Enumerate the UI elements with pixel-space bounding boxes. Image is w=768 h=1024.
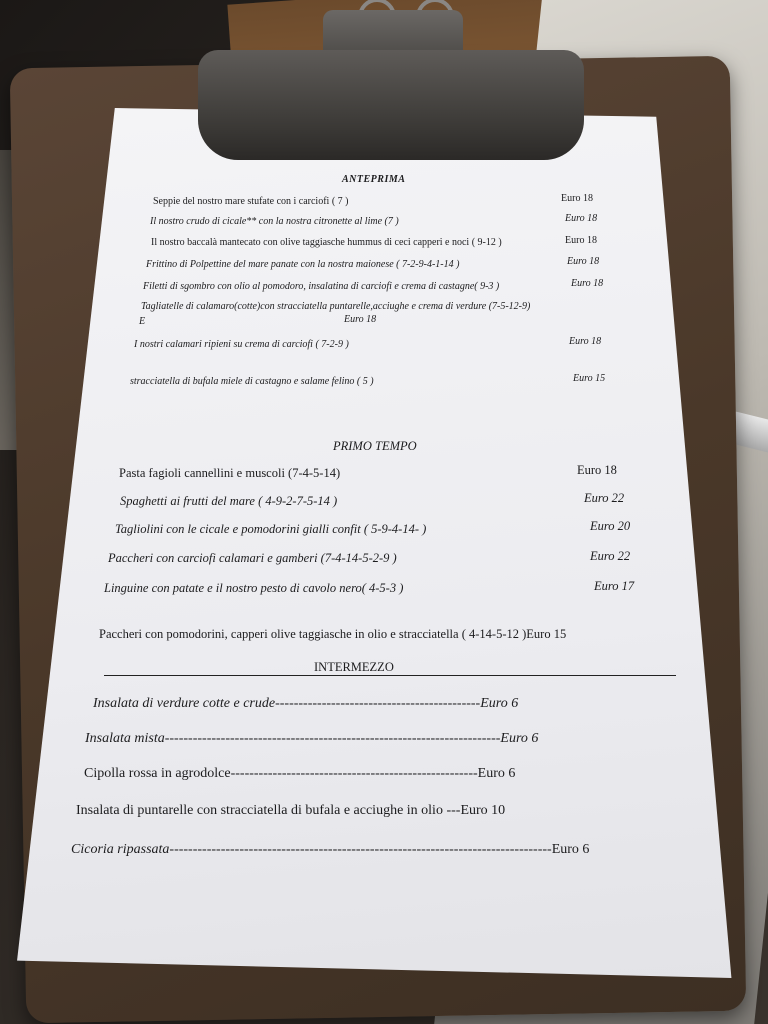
menu-item-price: Euro 18 bbox=[565, 235, 597, 246]
menu-item-row bbox=[85, 731, 538, 747]
menu-item-row bbox=[71, 842, 589, 858]
menu-item-leader: ---------------------------------------------------------------------------------- bbox=[169, 842, 552, 857]
menu-item-price: Euro 18 bbox=[344, 314, 377, 325]
menu-item-price: Euro 18 bbox=[561, 193, 593, 204]
menu-item-name: Insalata di puntarelle con stracciatella di bufala e acciughe in olio --- bbox=[76, 803, 461, 818]
menu-item-name: Linguine con patate e il nostro pesto di cavolo nero( 4-5-3 ) bbox=[104, 581, 404, 595]
menu-item-price: Euro 6 bbox=[477, 766, 516, 781]
menu-item-price: Euro 18 bbox=[565, 213, 598, 224]
menu-item-name: Paccheri con pomodorini, capperi olive taggiasche in olio e stracciatella ( 4-14-5-12 )Euro 15 bbox=[99, 627, 567, 641]
menu-item-leader: -------------------------------------------- bbox=[275, 696, 481, 711]
menu-item-name: Cicoria ripassata bbox=[71, 842, 170, 857]
menu-item-price: Euro 6 bbox=[500, 731, 539, 746]
menu-item-price: Euro 18 bbox=[569, 336, 602, 347]
menu-item-name: Insalata mista bbox=[85, 731, 165, 746]
menu-item-price: Euro 15 bbox=[573, 373, 606, 384]
menu-item-row bbox=[93, 696, 518, 712]
menu-item-price: Euro 18 bbox=[571, 278, 604, 289]
menu-item-price: Euro 22 bbox=[584, 491, 625, 505]
menu-item-name: Pasta fagioli cannellini e muscoli (7-4-5-14) bbox=[119, 466, 341, 480]
clip-body bbox=[198, 50, 584, 160]
section-divider bbox=[104, 675, 676, 676]
menu-item-price: Euro 6 bbox=[480, 696, 519, 711]
menu-item-name: Spaghetti ai frutti del mare ( 4-9-2-7-5-14 ) bbox=[120, 494, 338, 508]
menu-item-name: Filetti di sgombro con olio al pomodoro, insalatina di carciofi e crema di castagne( 9-3 ) bbox=[143, 281, 500, 292]
menu-item-price: Euro 20 bbox=[590, 519, 631, 533]
menu-item-price: Euro 22 bbox=[590, 549, 631, 563]
menu-item-price: Euro 10 bbox=[460, 803, 506, 818]
menu-item-name: Il nostro baccalà mantecato con olive taggiasche hummus di ceci capperi e noci ( 9-12 ) bbox=[151, 237, 502, 248]
menu-item-name: Paccheri con carciofi calamari e gamberi (7-4-14-5-2-9 ) bbox=[108, 551, 397, 565]
section-title-intermezzo: INTERMEZZO bbox=[314, 660, 394, 674]
menu-item-leader: ----------------------------------------------------- bbox=[230, 766, 478, 781]
menu-item-price: Euro 18 bbox=[567, 256, 600, 267]
section-title-primo-tempo: PRIMO TEMPO bbox=[333, 439, 417, 453]
menu-item-name: Frittino di Polpettine del mare panate con la nostra maionese ( 7-2-9-4-1-14 ) bbox=[146, 259, 460, 270]
menu-item-row bbox=[84, 766, 515, 782]
menu-item-name: Insalata di verdure cotte e crude bbox=[93, 696, 276, 711]
menu-item-name: Seppie del nostro mare stufate con i carciofi ( 7 ) bbox=[153, 196, 349, 207]
menu-item-name: Tagliolini con le cicale e pomodorini gialli confit ( 5-9-4-14- ) bbox=[115, 522, 427, 536]
menu-item-name: Cipolla rossa in agrodolce bbox=[84, 766, 231, 781]
menu-item-leader: ------------------------------------------------------------------------ bbox=[164, 731, 501, 746]
menu-item-name: Il nostro crudo di cicale** con la nostra citronette al lime (7 ) bbox=[150, 216, 399, 227]
menu-item-name-continued: E bbox=[139, 316, 146, 327]
menu-item-price: Euro 18 bbox=[577, 463, 617, 477]
section-title-anteprima: ANTEPRIMA bbox=[342, 174, 406, 185]
menu-item-name: stracciatella di bufala miele di castagno e salame felino ( 5 ) bbox=[130, 376, 374, 387]
menu-item-name: I nostri calamari ripieni su crema di carciofi ( 7-2-9 ) bbox=[134, 339, 349, 350]
menu-item-row bbox=[76, 803, 505, 819]
menu-item-price: Euro 17 bbox=[594, 579, 635, 593]
menu-item-price: Euro 6 bbox=[551, 842, 590, 857]
clipboard-clip bbox=[198, 10, 584, 160]
menu-item-name: Tagliatelle di calamaro(cotte)con stracciatella puntarelle,acciughe e crema di verdure (7-5-12-9) bbox=[141, 301, 531, 312]
